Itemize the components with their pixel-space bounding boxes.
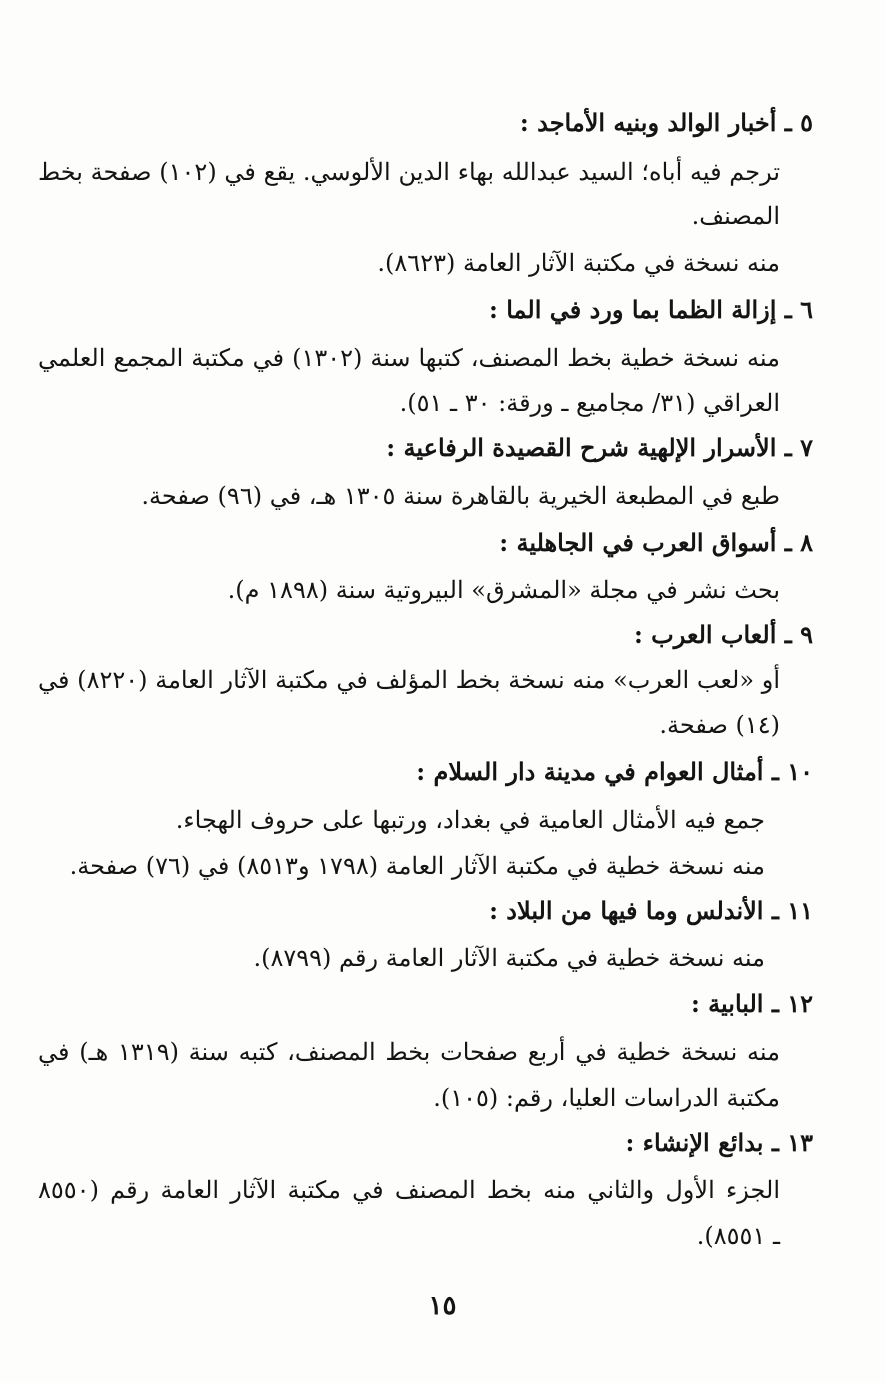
entry-text-line: (١٤) صفحة.: [659, 711, 780, 739]
entry-heading: ٩ ـ ألعاب العرب :: [633, 620, 813, 649]
entry-heading: ٧ ـ الأسرار الإلهية شرح القصيدة الرفاعية :: [386, 433, 813, 462]
entry-text-line: طبع في المطبعة الخيرية بالقاهرة سنة ١٣٠٥ هـ، في (٩٦) صفحة.: [141, 482, 780, 510]
entry-heading: ١٠ ـ أمثال العوام في مدينة دار السلام :: [416, 757, 813, 786]
entry-heading: ١٣ ـ بدائع الإنشاء :: [625, 1128, 813, 1157]
entry-text-line: جمع فيه الأمثال العامية في بغداد، ورتبها على حروف الهجاء.: [175, 806, 765, 834]
entry-text-line: المصنف.: [691, 202, 780, 230]
entry-text-line: منه نسخة خطية في مكتبة الآثار العامة رقم (٨٧٩٩).: [253, 944, 765, 972]
page-number: ١٥: [428, 1291, 457, 1321]
entry-text-line: مكتبة الدراسات العليا، رقم: (١٠٥).: [433, 1084, 780, 1112]
entry-heading: ١١ ـ الأندلس وما فيها من البلاد :: [489, 896, 813, 925]
entry-text-line: منه نسخة خطية في أربع صفحات بخط المصنف، كتبه سنة (١٣١٩ هـ) في: [38, 1038, 780, 1066]
entry-heading: ٥ ـ أخبار الوالد وبنيه الأماجد :: [519, 108, 813, 137]
entry-text-line: منه نسخة في مكتبة الآثار العامة (٨٦٢٣).: [377, 249, 780, 277]
entry-text-line: منه نسخة خطية بخط المصنف، كتبها سنة (١٣٠٢) في مكتبة المجمع العلمي: [38, 344, 780, 372]
entry-text-line: منه نسخة خطية في مكتبة الآثار العامة (١٧٩٨ و٨٥١٣) في (٧٦) صفحة.: [69, 852, 765, 880]
entry-text-line: أو «لعب العرب» منه نسخة بخط المؤلف في مكتبة الآثار العامة (٨٢٢٠) في: [38, 666, 781, 694]
entry-text-line: ترجم فيه أباه؛ السيد عبدالله بهاء الدين الألوسي. يقع في (١٠٢) صفحة بخط: [38, 158, 780, 186]
entry-text-line: ـ ٨٥٥١).: [696, 1222, 780, 1250]
entry-heading: ١٢ ـ البابية :: [690, 989, 813, 1018]
entry-text-line: بحث نشر في مجلة «المشرق» البيروتية سنة (١٨٩٨ م).: [227, 576, 780, 604]
entry-heading: ٨ ـ أسواق العرب في الجاهلية :: [499, 528, 813, 557]
entry-heading: ٦ ـ إزالة الظما بما ورد في الما :: [489, 295, 813, 324]
entry-text-line: الجزء الأول والثاني منه بخط المصنف في مكتبة الآثار العامة رقم (٨٥٥٠: [38, 1176, 780, 1204]
entry-text-line: العراقي (٣١/ مجاميع ـ ورقة: ٣٠ ـ ٥١).: [399, 389, 780, 417]
